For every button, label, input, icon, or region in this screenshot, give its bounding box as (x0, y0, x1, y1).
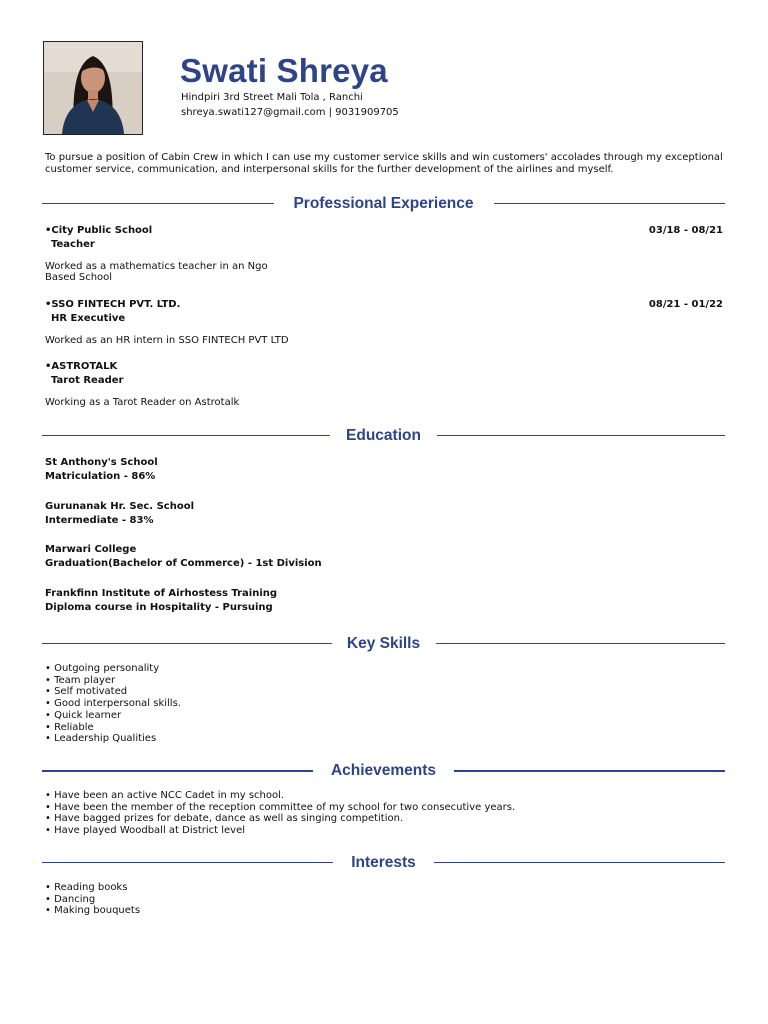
skills-list (45, 663, 181, 745)
job-description: Based School (45, 272, 113, 283)
list-item: • Team player (45, 674, 116, 686)
job-dates: 03/18 - 08/21 (648, 225, 723, 236)
list-item: • Have been an active NCC Cadet in my school. (45, 790, 285, 801)
job-role: Tarot Reader (51, 375, 124, 386)
education-school: Frankfinn Institute of Airhostess Training (45, 588, 278, 599)
job-description: Worked as a mathematics teacher in an Ngo (45, 261, 268, 272)
section-title: Professional Experience (293, 195, 474, 212)
section-title: Key Skills (346, 635, 421, 652)
job-description: Working as a Tarot Reader on Astrotalk (45, 397, 240, 408)
section-title: Interests (351, 854, 416, 871)
job-description: Worked as an HR intern in SSO FINTECH PVT LTD (45, 335, 289, 346)
education-detail: Matriculation - 86% (45, 471, 156, 482)
job-company: •ASTROTALK (45, 361, 118, 372)
list-item: • Have played Woodball at District level (45, 825, 246, 837)
profile-photo (43, 41, 143, 135)
list-item: • Dancing (45, 893, 96, 905)
address: Hindpiri 3rd Street Mali Tola , Ranchi (181, 92, 363, 103)
list-item: • Self motivated (45, 686, 128, 698)
education-school: Marwari College (45, 544, 137, 555)
education-section-header (42, 426, 725, 446)
job-role: Teacher (51, 239, 95, 250)
job-dates: 08/21 - 01/22 (648, 299, 723, 310)
career-objective: To pursue a position of Cabin Crew in which I can use my customer service skills and win customers' accolades through my exceptional customer service, communication, and interpersonal skills for the further development of the airlines and myself. (45, 152, 723, 175)
list-item: • Reliable (45, 721, 94, 733)
interests-list (45, 882, 140, 917)
interests-section-header (42, 853, 725, 873)
candidate-name: Swati Shreya (180, 52, 388, 89)
job-company: •SSO FINTECH PVT. LTD. (45, 299, 181, 310)
achievements-list (45, 790, 515, 837)
list-item: • Have been the member of the reception committee of my school for two consecutive years. (45, 801, 516, 813)
job-role: HR Executive (51, 313, 126, 324)
education-detail: Intermediate - 83% (45, 515, 154, 526)
list-item: • Good interpersonal skills. (45, 698, 181, 710)
experience-section-header (42, 194, 725, 214)
achievements-section-header (42, 761, 725, 781)
education-school: St Anthony's School (45, 457, 158, 468)
job-company: •City Public School (45, 225, 153, 236)
list-item: • Reading books (45, 882, 128, 893)
education-detail: Graduation(Bachelor of Commerce) - 1st Division (45, 558, 322, 569)
list-item: • Outgoing personality (45, 663, 160, 674)
list-item: • Leadership Qualities (45, 733, 157, 745)
education-school: Gurunanak Hr. Sec. School (45, 501, 195, 512)
list-item: • Have bagged prizes for debate, dance as well as singing competition. (45, 813, 404, 825)
section-title: Education (346, 427, 421, 444)
education-detail: Diploma course in Hospitality - Pursuing (45, 602, 273, 613)
list-item: • Quick learner (45, 709, 122, 721)
list-item: • Making bouquets (45, 905, 141, 917)
skills-section-header (42, 634, 725, 654)
email-phone: shreya.swati127@gmail.com | 9031909705 (181, 107, 399, 118)
section-title: Achievements (330, 762, 437, 779)
